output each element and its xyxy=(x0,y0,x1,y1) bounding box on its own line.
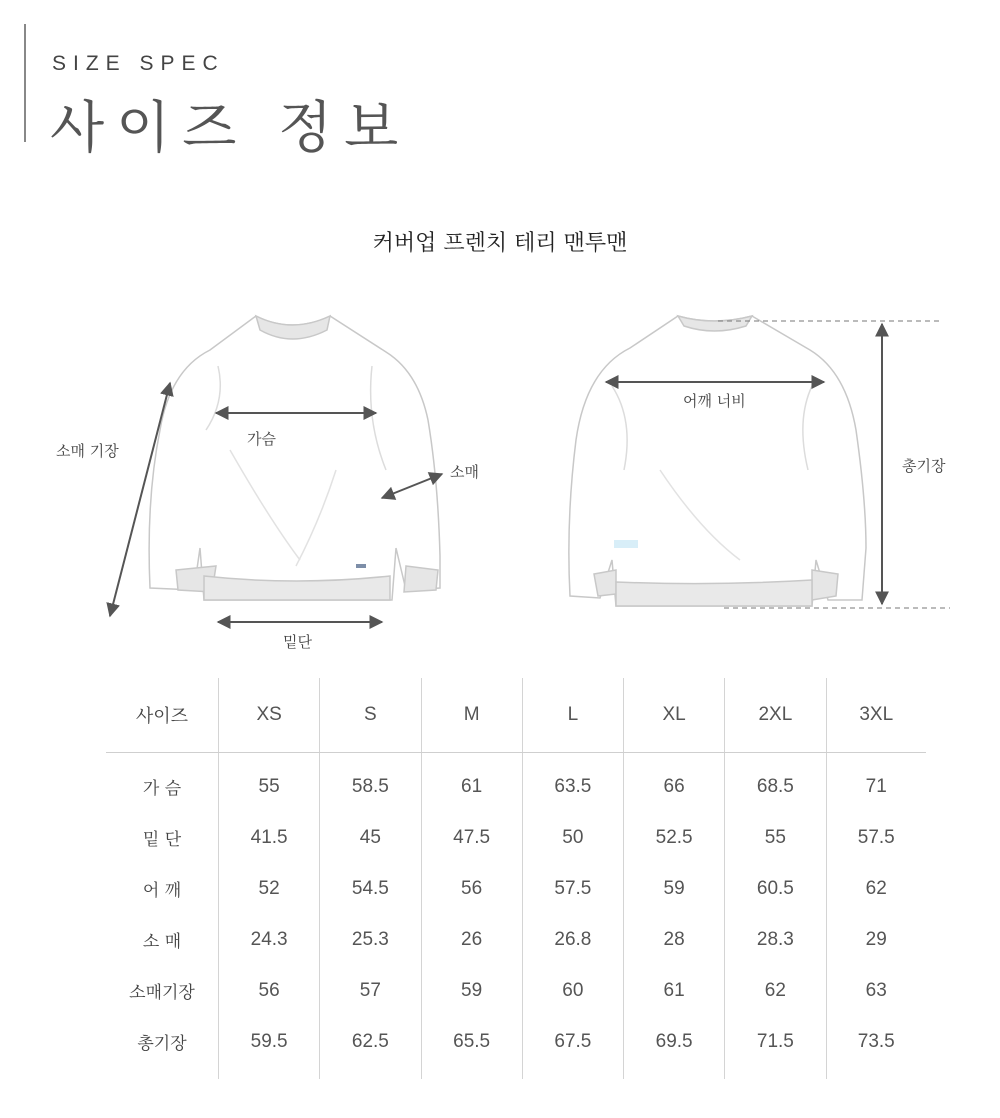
table-cell: 29 xyxy=(826,914,926,965)
table-cell: 73.5 xyxy=(826,1016,926,1079)
table-cell: 71 xyxy=(826,753,926,813)
table-cell: 57.5 xyxy=(522,863,623,914)
table-cell: 26 xyxy=(421,914,522,965)
table-cell: 41.5 xyxy=(219,812,320,863)
size-col-xl: XL xyxy=(624,678,725,753)
table-row-sleeve-length xyxy=(106,965,926,1016)
corner-cell: 사이즈 xyxy=(106,678,219,753)
table-cell: 62 xyxy=(826,863,926,914)
table-cell: 63.5 xyxy=(522,753,623,813)
row-label: 소매기장 xyxy=(129,983,195,1003)
table-cell: 55 xyxy=(725,812,826,863)
sleeve-length-label: 소매 기장 xyxy=(56,442,119,460)
table-cell: 60.5 xyxy=(725,863,826,914)
size-col-m: M xyxy=(421,678,522,753)
hem-label: 밑단 xyxy=(283,633,312,651)
table-cell: 59 xyxy=(624,863,725,914)
table-cell: 57.5 xyxy=(826,812,926,863)
size-header-row xyxy=(106,678,926,753)
table-cell: 25.3 xyxy=(320,914,421,965)
table-cell: 55 xyxy=(219,753,320,813)
table-cell: 59.5 xyxy=(219,1016,320,1079)
shoulder-label: 어깨 너비 xyxy=(683,392,746,410)
row-label: 밑 단 xyxy=(142,830,182,850)
header-accent-bar xyxy=(24,24,26,142)
table-cell: 24.3 xyxy=(219,914,320,965)
table-cell: 28 xyxy=(624,914,725,965)
table-cell: 65.5 xyxy=(421,1016,522,1079)
table-cell: 63 xyxy=(826,965,926,1016)
table-row-sleeve xyxy=(106,914,926,965)
row-label: 총기장 xyxy=(137,1034,187,1054)
table-cell: 58.5 xyxy=(320,753,421,813)
table-cell: 69.5 xyxy=(624,1016,725,1079)
header-subtitle: SIZE SPEC xyxy=(52,52,225,75)
table-cell: 71.5 xyxy=(725,1016,826,1079)
back-sweatshirt xyxy=(569,316,866,606)
size-col-3xl: 3XL xyxy=(826,678,926,753)
table-cell: 62 xyxy=(725,965,826,1016)
size-col-xs: XS xyxy=(219,678,320,753)
row-label: 어 깨 xyxy=(142,881,182,901)
garment-diagram xyxy=(0,290,1000,660)
table-row-chest xyxy=(106,753,926,813)
table-cell: 62.5 xyxy=(320,1016,421,1079)
table-cell: 50 xyxy=(522,812,623,863)
table-cell: 57 xyxy=(320,965,421,1016)
table-cell: 61 xyxy=(624,965,725,1016)
size-col-l: L xyxy=(522,678,623,753)
table-cell: 47.5 xyxy=(421,812,522,863)
table-cell: 56 xyxy=(421,863,522,914)
table-cell: 56 xyxy=(219,965,320,1016)
table-cell: 67.5 xyxy=(522,1016,623,1079)
size-table xyxy=(106,678,926,1079)
table-cell: 59 xyxy=(421,965,522,1016)
table-row-total-length xyxy=(106,1016,926,1079)
total-length-label: 총기장 xyxy=(902,457,946,475)
front-sweatshirt xyxy=(149,316,440,600)
header-title: 사이즈 정보 xyxy=(50,96,411,161)
product-name: 커버업 프렌치 테리 맨투맨 xyxy=(372,231,628,256)
chest-label: 가슴 xyxy=(247,430,276,448)
size-col-s: S xyxy=(320,678,421,753)
table-cell: 45 xyxy=(320,812,421,863)
sleeve-label: 소매 xyxy=(450,463,479,481)
table-cell: 61 xyxy=(421,753,522,813)
table-cell: 60 xyxy=(522,965,623,1016)
table-row-shoulder xyxy=(106,863,926,914)
row-label: 가 슴 xyxy=(142,779,182,799)
size-col-2xl: 2XL xyxy=(725,678,826,753)
front-logo-tag xyxy=(356,564,366,568)
table-cell: 66 xyxy=(624,753,725,813)
table-cell: 26.8 xyxy=(522,914,623,965)
row-label: 소 매 xyxy=(142,932,182,952)
table-cell: 52.5 xyxy=(624,812,725,863)
table-cell: 52 xyxy=(219,863,320,914)
table-cell: 68.5 xyxy=(725,753,826,813)
table-cell: 28.3 xyxy=(725,914,826,965)
table-cell: 54.5 xyxy=(320,863,421,914)
table-row-hem xyxy=(106,812,926,863)
back-tag xyxy=(614,540,638,548)
